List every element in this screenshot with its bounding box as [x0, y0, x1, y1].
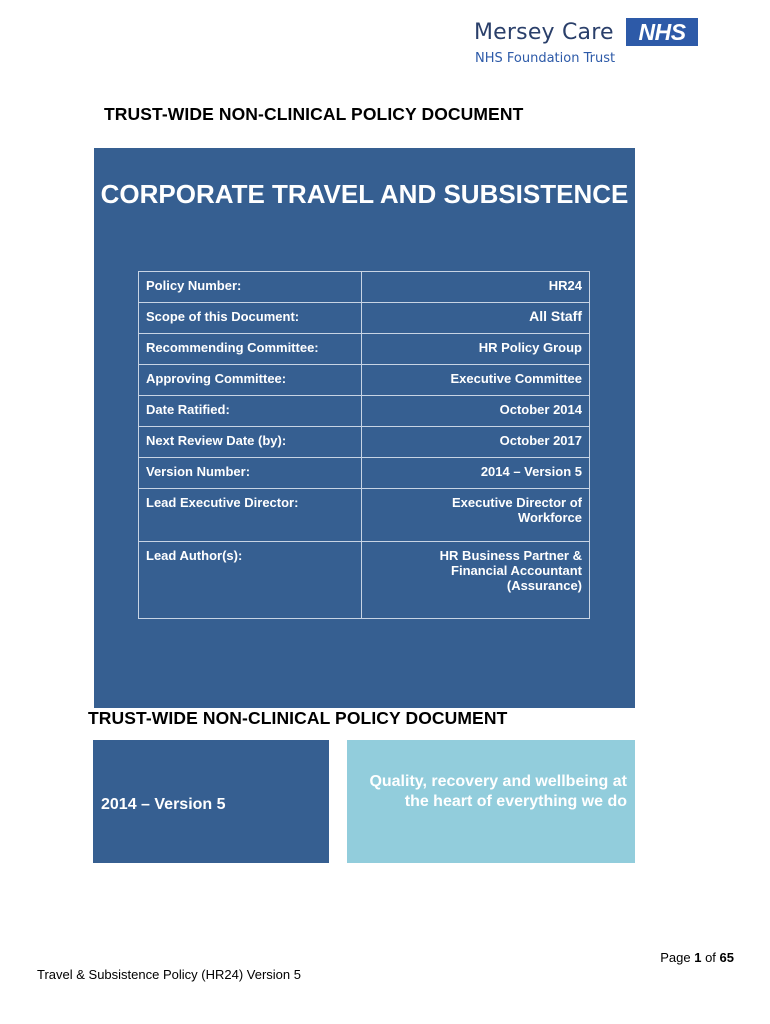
- logo-subtitle: NHS Foundation Trust: [475, 51, 616, 66]
- table-row: [139, 489, 590, 542]
- row-value: HR Policy Group: [362, 334, 590, 365]
- row-label: Version Number:: [139, 458, 362, 489]
- row-label: Lead Executive Director:: [139, 489, 362, 542]
- policy-details-table: [138, 271, 590, 619]
- page-current: 1: [694, 950, 702, 965]
- mersey-care-nhs-logo: [472, 14, 702, 72]
- row-label: Recommending Committee:: [139, 334, 362, 365]
- page-total: 65: [719, 950, 734, 965]
- document-type-heading: TRUST-WIDE NON-CLINICAL POLICY DOCUMENT: [104, 104, 524, 124]
- page-number: [660, 950, 734, 965]
- row-value: Executive Director of Workforce: [362, 489, 590, 542]
- page-of: of: [705, 950, 716, 965]
- table-row: [139, 458, 590, 489]
- nhs-logo-badge: NHS: [626, 18, 698, 46]
- row-value: October 2014: [362, 396, 590, 427]
- version-label: 2014 – Version 5: [101, 796, 226, 813]
- document-type-heading-lower: TRUST-WIDE NON-CLINICAL POLICY DOCUMENT: [88, 708, 508, 728]
- row-value: 2014 – Version 5: [362, 458, 590, 489]
- row-value: All Staff: [362, 303, 590, 334]
- row-label: Lead Author(s):: [139, 542, 362, 619]
- row-value: October 2017: [362, 427, 590, 458]
- version-box: [93, 740, 329, 863]
- row-value: Executive Committee: [362, 365, 590, 396]
- row-value: HR Business Partner & Financial Accountant (Assurance): [362, 542, 590, 619]
- page-label: Page: [660, 950, 691, 965]
- row-label: Scope of this Document:: [139, 303, 362, 334]
- footer-text: Travel & Subsistence Policy (HR24) Version 5: [37, 967, 301, 982]
- row-label: Next Review Date (by):: [139, 427, 362, 458]
- table-row: [139, 427, 590, 458]
- table-row: [139, 542, 590, 619]
- table-row: [139, 396, 590, 427]
- table-row: [139, 334, 590, 365]
- document-title: CORPORATE TRAVEL AND SUBSISTENCE: [100, 179, 629, 209]
- row-value: HR24: [362, 272, 590, 303]
- table-row: [139, 365, 590, 396]
- row-label: Approving Committee:: [139, 365, 362, 396]
- row-label: Date Ratified:: [139, 396, 362, 427]
- table-row: [139, 303, 590, 334]
- slogan-box: [347, 740, 635, 863]
- logo-trust-name: Mersey Care: [474, 20, 614, 45]
- table-row: [139, 272, 590, 303]
- row-label: Policy Number:: [139, 272, 362, 303]
- slogan-text: Quality, recovery and wellbeing at the heart of everything we do: [369, 773, 627, 810]
